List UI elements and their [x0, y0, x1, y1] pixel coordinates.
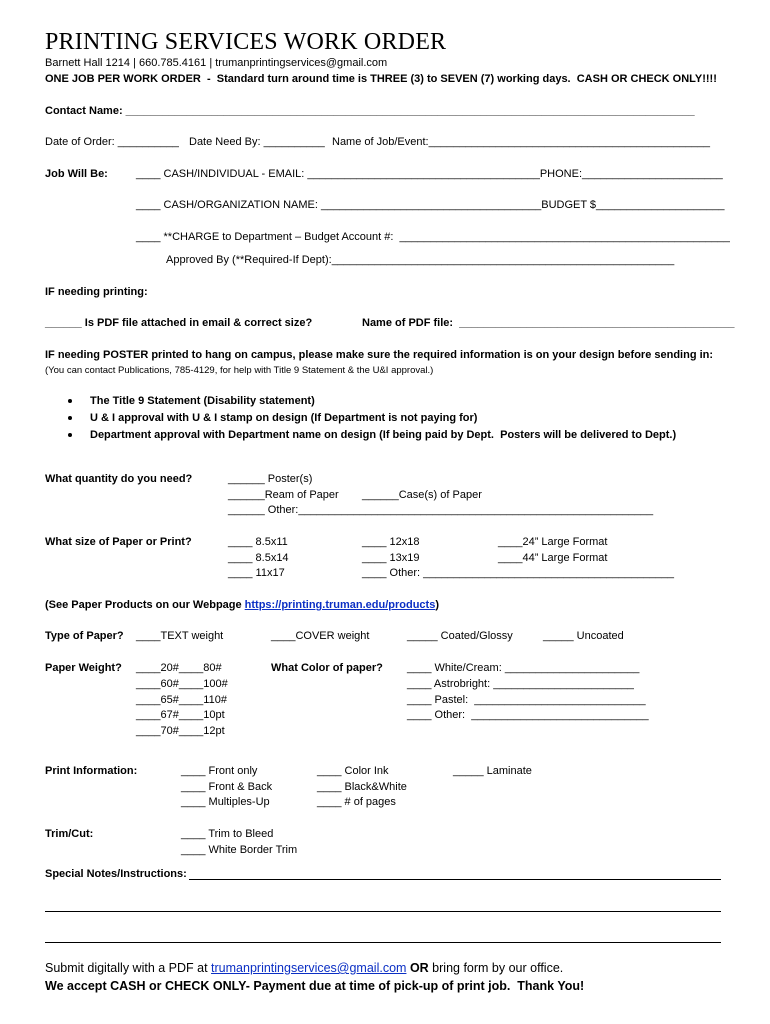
- pdf-attached-check[interactable]: ______ Is PDF file attached in email & correct size?: [45, 317, 313, 329]
- job-will-be-label: Job Will Be:: [45, 168, 108, 180]
- size-option-11x17[interactable]: ____ 11x17: [228, 567, 285, 579]
- paper-color-label: What Color of paper?: [271, 662, 383, 674]
- approved-by-field[interactable]: Approved By (**Required-If Dept):________________________________________________________: [166, 254, 675, 266]
- bullet-icon: [68, 433, 72, 437]
- poster-heading: IF needing POSTER printed to hang on campus, please make sure the required information is on your design before sending in:: [45, 349, 714, 361]
- poster-requirement-3: Department approval with Department name on design (If being paid by Dept. Posters will be delivered to Dept.): [90, 429, 677, 441]
- pdf-name-field[interactable]: Name of PDF file: _____________________________________________: [362, 317, 735, 329]
- bullet-icon: [68, 399, 72, 403]
- bullet-icon: [68, 416, 72, 420]
- paper-weight-option[interactable]: ____67#____10pt: [136, 709, 225, 721]
- turnaround-notice: ONE JOB PER WORK ORDER - Standard turn around time is THREE (3) to SEVEN (7) working days. CASH OR CHECK ONLY!!!!: [45, 73, 717, 85]
- cash-organization-option[interactable]: ____ CASH/ORGANIZATION NAME: ____________________________________BUDGET $_____________________: [136, 199, 725, 211]
- poster-requirement-2: U & I approval with U & I stamp on design (If Department is not paying for): [90, 412, 478, 424]
- quantity-ream-option[interactable]: ______Ream of Paper: [228, 489, 339, 501]
- size-option-13x19[interactable]: ____ 13x19: [362, 552, 420, 564]
- quantity-cases-option[interactable]: ______Case(s) of Paper: [362, 489, 482, 501]
- paper-weight-option[interactable]: ____70#____12pt: [136, 725, 225, 737]
- products-link[interactable]: https://printing.truman.edu/products: [244, 599, 436, 611]
- quantity-other-field[interactable]: ______ Other:__________________________________________________________: [228, 504, 654, 516]
- paper-weight-label: Paper Weight?: [45, 662, 122, 674]
- size-option-8-5x14[interactable]: ____ 8.5x14: [228, 552, 289, 564]
- payment-notice: We accept CASH or CHECK ONLY- Payment due at time of pick-up of print job. Thank You!: [45, 979, 585, 993]
- size-option-12x18[interactable]: ____ 12x18: [362, 536, 420, 548]
- poster-requirement-1: The Title 9 Statement (Disability statement): [90, 395, 315, 407]
- submit-instructions: Submit digitally with a PDF at trumanprintingservices@gmail.com OR bring form by our office.: [45, 961, 564, 975]
- color-ink-option[interactable]: ____ Color Ink: [317, 765, 389, 777]
- size-option-44-large[interactable]: ____44” Large Format: [498, 552, 608, 564]
- contact-name-field[interactable]: Contact Name: _____________________________________________________________________________________________: [45, 105, 695, 117]
- size-option-8-5x11[interactable]: ____ 8.5x11: [228, 536, 288, 548]
- front-only-option[interactable]: ____ Front only: [181, 765, 258, 777]
- color-astrobright-field[interactable]: ____ Astrobright: _______________________: [407, 678, 634, 690]
- number-of-pages-field[interactable]: ____ # of pages: [317, 796, 396, 808]
- color-other-field[interactable]: ____ Other: _____________________________: [407, 709, 649, 721]
- white-border-trim-option[interactable]: ____ White Border Trim: [181, 844, 298, 856]
- special-notes-line[interactable]: [45, 911, 721, 912]
- paper-weight-option[interactable]: ____20#____80#: [136, 662, 222, 674]
- quantity-label: What quantity do you need?: [45, 473, 193, 485]
- front-back-option[interactable]: ____ Front & Back: [181, 781, 273, 793]
- paper-weight-option[interactable]: ____60#____100#: [136, 678, 228, 690]
- cash-individual-option[interactable]: ____ CASH/INDIVIDUAL - EMAIL: ______________________________________PHONE:_______________________: [136, 168, 723, 180]
- print-info-label: Print Information:: [45, 765, 138, 777]
- special-notes-label: Special Notes/Instructions:: [45, 868, 187, 880]
- paper-type-label: Type of Paper?: [45, 630, 124, 642]
- paper-weight-option[interactable]: ____65#____110#: [136, 694, 227, 706]
- special-notes-line[interactable]: [189, 879, 721, 880]
- black-white-option[interactable]: ____ Black&White: [317, 781, 407, 793]
- multiples-up-option[interactable]: ____ Multiples-Up: [181, 796, 270, 808]
- poster-subnote: (You can contact Publications, 785-4129, for help with Title 9 Statement & the U&I approval.): [45, 365, 434, 376]
- color-white-cream-field[interactable]: ____ White/Cream: ______________________: [407, 662, 640, 674]
- date-of-order-field[interactable]: Date of Order: __________: [45, 136, 179, 148]
- color-pastel-field[interactable]: ____ Pastel: ____________________________: [407, 694, 646, 706]
- office-contact-line: Barnett Hall 1214 | 660.785.4161 | trumanprintingservices@gmail.com: [45, 57, 388, 69]
- page-title: PRINTING SERVICES WORK ORDER: [45, 29, 447, 55]
- trim-cut-label: Trim/Cut:: [45, 828, 94, 840]
- special-notes-line[interactable]: [45, 942, 721, 943]
- size-option-other[interactable]: ____ Other: _________________________________________: [362, 567, 674, 579]
- text-weight-option[interactable]: ____TEXT weight: [136, 630, 224, 642]
- submit-email-link[interactable]: trumanprintingservices@gmail.com: [211, 961, 407, 975]
- cover-weight-option[interactable]: ____COVER weight: [271, 630, 370, 642]
- paper-products-note: (See Paper Products on our Webpage https://printing.truman.edu/products): [45, 599, 439, 611]
- quantity-posters-option[interactable]: ______ Poster(s): [228, 473, 313, 485]
- job-event-name-field[interactable]: Name of Job/Event:______________________________________________: [332, 136, 711, 148]
- uncoated-option[interactable]: _____ Uncoated: [543, 630, 624, 642]
- charge-department-option[interactable]: ____ **CHARGE to Department – Budget Account #: ______________________________________________________: [136, 231, 730, 243]
- size-option-24-large[interactable]: ____24” Large Format: [498, 536, 608, 548]
- laminate-option[interactable]: _____ Laminate: [453, 765, 532, 777]
- coated-glossy-option[interactable]: _____ Coated/Glossy: [407, 630, 513, 642]
- date-need-by-field[interactable]: Date Need By: __________: [189, 136, 325, 148]
- size-label: What size of Paper or Print?: [45, 536, 192, 548]
- trim-to-bleed-option[interactable]: ____ Trim to Bleed: [181, 828, 274, 840]
- printing-heading: IF needing printing:: [45, 286, 148, 298]
